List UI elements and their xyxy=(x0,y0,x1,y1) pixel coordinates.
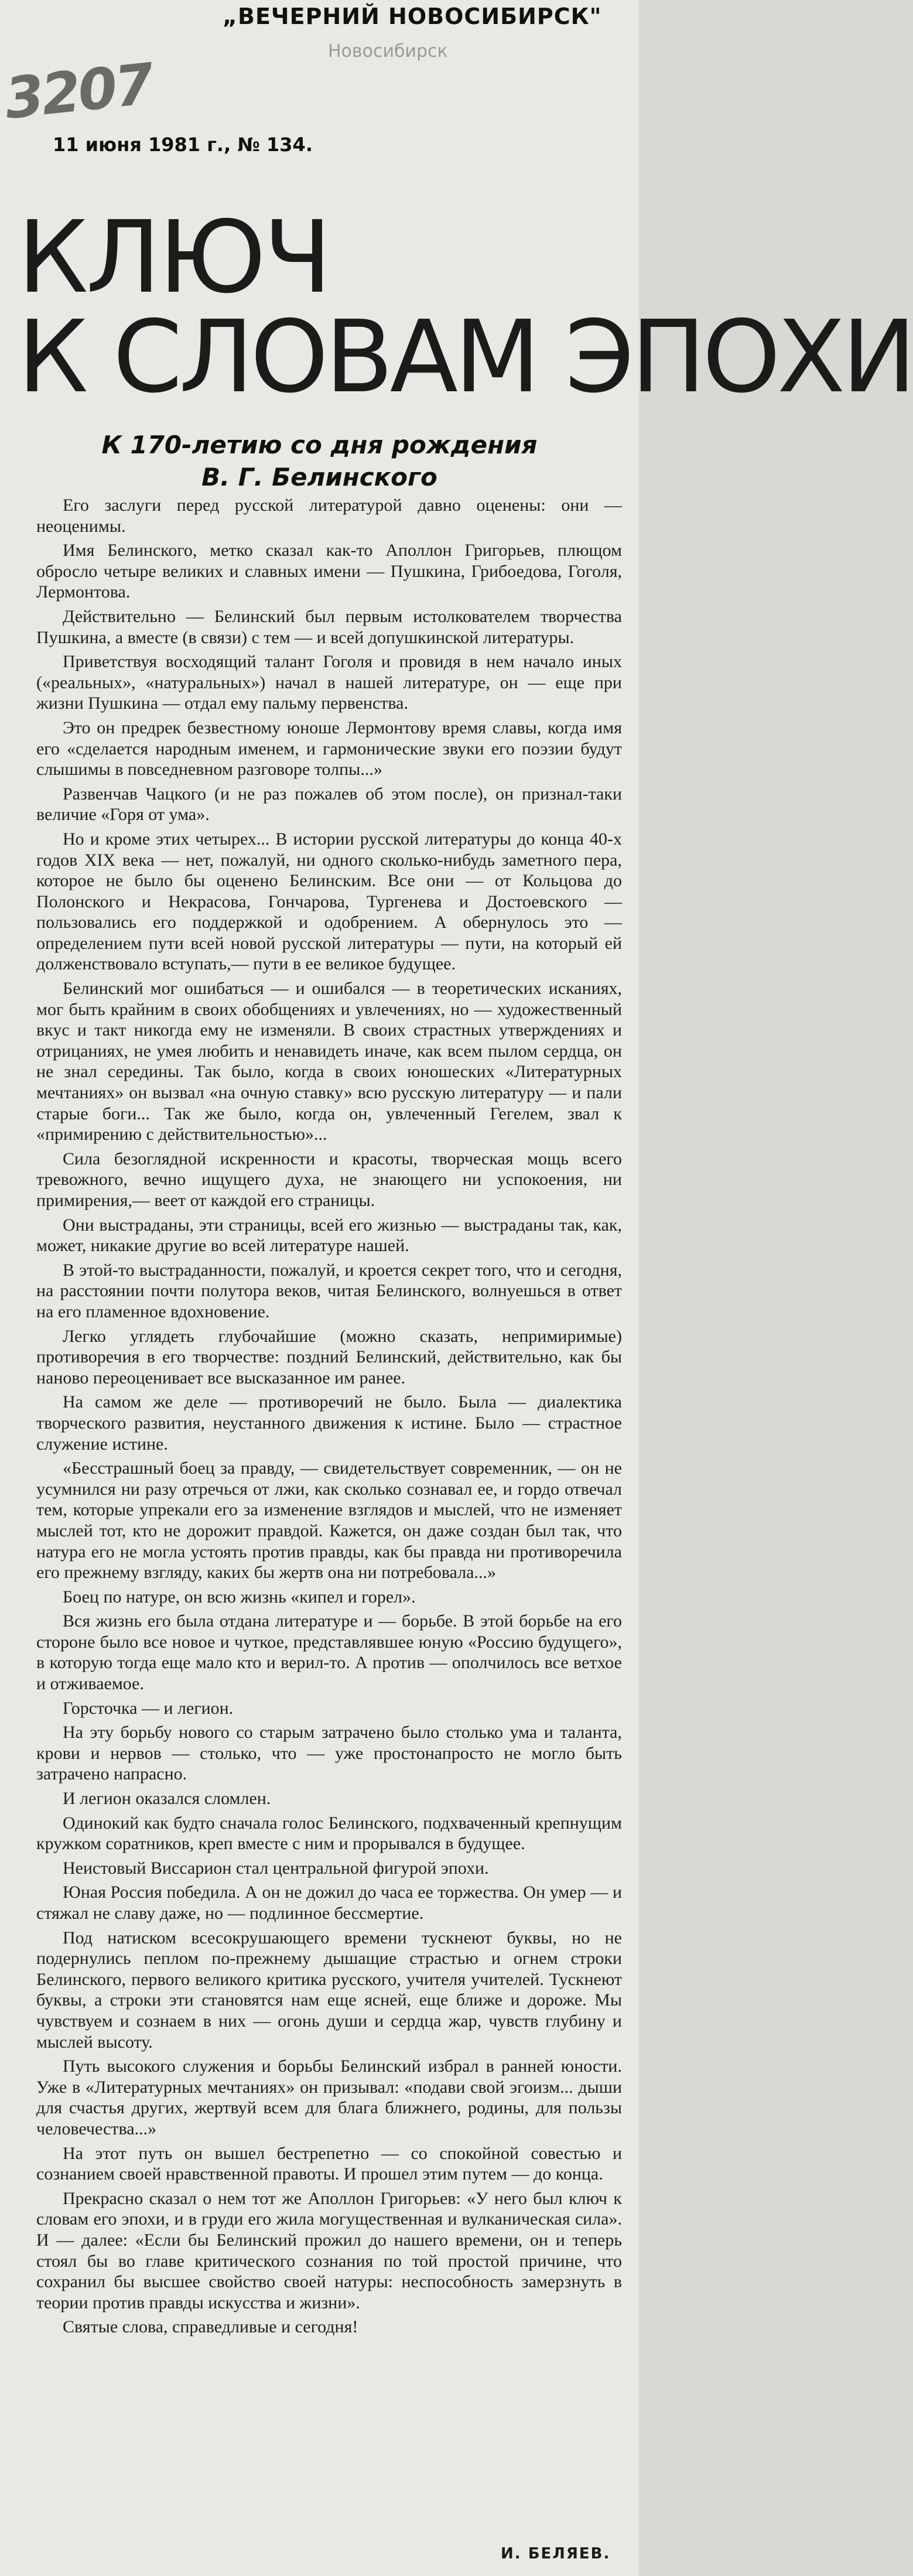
article-paragraph: Боец по натуре, он всю жизнь «кипел и горел». xyxy=(63,1587,416,1607)
author-signature: И. БЕЛЯЕВ. xyxy=(501,2545,611,2563)
article-paragraph: Неистовый Виссарион стал центральной фигурой эпохи. xyxy=(63,1858,489,1878)
article-paragraph: Одинокий как будто сначала голос Белинского, подхваченный крепнущим кружком соратников, креп вместе с ним и прорывался в будущее. xyxy=(36,1813,622,1854)
article-paragraph: Они выстраданы, эти страницы, всей его жизнью — выстраданы так, как, может, никакие другие во всей литературе нашей. xyxy=(36,1215,622,1256)
article-paragraph: Юная Россия победила. А он не дожил до часа ее торжества. Он умер — и стяжал не славу даже, но — подлинное бессмертие. xyxy=(36,1883,622,1923)
article-paragraph: На самом же деле — противоречий не было. Была — диалектика творческого развития, неустанного движения к истине. Было — страстное служение истине. xyxy=(36,1392,622,1454)
article-paragraph: Развенчав Чацкого (и не раз пожалев об этом после), он признал-таки величие «Горя от ума». xyxy=(36,784,622,825)
subtitle-line-1: К 170-летию со дня рождения xyxy=(101,431,538,459)
article-paragraph: Имя Белинского, метко сказал как-то Аполлон Григорьев, плющом обросло четыре великих и славных имени — Пушкина, Грибоедова, Гоголя, Лермонтова. xyxy=(36,541,622,602)
article-paragraph: Святые слова, справедливые и сегодня! xyxy=(63,2317,358,2337)
article-paragraph: Это он предрек безвестному юноше Лермонтову время славы, когда имя его «сделается народным именем, и гармонические звуки его поэзии будут слышимы в повседневном разговоре толпы...» xyxy=(36,718,622,780)
article-paragraph: Путь высокого служения и борьбы Белинский избрал в ранней юности. Уже в «Литературных мечтаниях» он призывал: «подави свой эгоизм... дыши для счастья других, жертвуй всем для блага ближнего, родины, для пользы человечества...» xyxy=(36,2056,622,2138)
headline-line-2: К СЛОВАМ ЭПОХИ xyxy=(18,299,913,415)
article-paragraph: На эту борьбу нового со старым затрачено было столько ума и таланта, крови и нервов — столько, что — уже простонапросто не могло быть затрачено напрасно. xyxy=(36,1723,622,1784)
city-stamp: Новосибирск xyxy=(328,41,448,62)
article-body xyxy=(36,495,622,2341)
article-paragraph: Его заслуги перед русской литературой давно оценены: они — неоценимы. xyxy=(36,496,622,536)
article-paragraph: Но и кроме этих четырех... В истории русской литературы до конца 40-х годов XIX века — нет, пожалуй, ни одного сколько-нибудь заметного пера, которое не было бы оценено Белинским. Все они — от Кольцова до Полонского и Некрасова, Гончарова, Тургенева и Достоевского — пользовались его поддержкой и одобрением. А обернулось это — определением пути всей новой русской литературы — пути, на который ей долженствовало вступать,— пути в ее великое будущее. xyxy=(36,829,622,974)
issue-dateline: 11 июня 1981 г., № 134. xyxy=(53,134,313,156)
newspaper-masthead: „ВЕЧЕРНИЙ НОВОСИБИРСК" xyxy=(223,4,602,29)
article-paragraph: Приветствуя восходящий талант Гоголя и провидя в нем начало иных («реальных», «натуральных») начал в нашей литературе, он — еще при жизни Пушкина — отдал ему пальму первенства. xyxy=(36,652,622,713)
article-paragraph: В этой-то выстраданности, пожалуй, и кроется секрет того, что и сегодня, на расстоянии почти полутора веков, читая Белинского, волнуешься в ответ на его пламенное вдохновение. xyxy=(36,1260,622,1321)
article-paragraph: Сила безоглядной искренности и красоты, творческая мощь всего тревожного, вечно ищущего духа, не знающего ни успокоения, ни примирения,— веет от каждой его страницы. xyxy=(36,1149,622,1210)
article-paragraph: «Бесстрашный боец за правду, — свидетельствует современник, — он не усумнился ни разу отречься от лжи, как сколько сознавал ее, и гордо отвечал тем, которые упрекали его за изменение взглядов и мыслей, что не изменяет мыслей тот, кто не дорожит правдой. Кажется, он даже создан был так, что натура его не могла устоять против правды, как бы правда ни противоречила его прежнему взгляду, каких бы жертв она ни потребовала...» xyxy=(36,1458,622,1583)
article-paragraph: Прекрасно сказал о нем тот же Аполлон Григорьев: «У него был ключ к словам его эпохи, и в груди его жила могущественная и вулканическая сила». И — далее: «Если бы Белинский прожил до нашего времени, он и теперь стоял бы во главе критического сознания по той простой причине, что сохранил бы высшее свойство своей натуры: неспособность замерзнуть в теории против правды искусства и жизни». xyxy=(36,2188,622,2312)
subtitle-line-2: В. Г. Белинского xyxy=(201,463,437,491)
handwritten-number: 3207 xyxy=(1,51,155,132)
article-paragraph: Действительно — Белинский был первым истолкователем творчества Пушкина, а вместе (в связи) с тем — и всей допушкинской литературы. xyxy=(36,606,622,647)
article-paragraph: Горсточка — и легион. xyxy=(63,1698,234,1718)
article-paragraph: Легко углядеть глубочайшие (можно сказать, непримиримые) противоречия в его творчестве: поздний Белинский, действительно, как бы наново переоценивает все высказанное им ранее. xyxy=(36,1326,622,1388)
article-paragraph: На этот путь он вышел бестрепетно — со спокойной совестью и сознанием своей нравственной правоты. И прошел этим путем — до конца. xyxy=(36,2143,622,2184)
headline-line-1: КЛЮЧ xyxy=(18,200,330,316)
article-paragraph: Вся жизнь его была отдана литературе и — борьбе. В этой борьбе на его стороне было все новое и чуткое, представлявшее юную «Россию будущего», в которую тогда еще мало кто и верил-то. А против — ополчилось все ветхое и отживаемое. xyxy=(36,1611,622,1694)
article-paragraph: И легион оказался сломлен. xyxy=(63,1789,271,1809)
article-paragraph: Белинский мог ошибаться — и ошибался — в теоретических исканиях, мог быть крайним в своих обобщениях и увлечениях, но — художественный вкус и такт никогда ему не изменяли. В своих страстных утверждениях и отрицаниях, не умея любить и ненавидеть иначе, как всем пылом сердца, он не знал середины. Так было, когда в своих юношеских «Литературных мечтаниях» он вызвал «на очную ставку» всю русскую литературу — и пали старые боги... Так же было, когда он, увлеченный Гегелем, звал к «примирению с действительностью»... xyxy=(36,979,622,1144)
article-paragraph: Под натиском всесокрушающего времени тускнеют буквы, но не подернулись пеплом по-прежнему дышащие страстью и огнем строки Белинского, первого великого критика русского, учителя учителей. Тускнеют буквы, а строки эти становятся нам еще ясней, еще ближе и дороже. Мы чувствуем и сознаем в них — огонь души и сердца жар, чувств глубину и мыслей высоту. xyxy=(36,1928,622,2052)
